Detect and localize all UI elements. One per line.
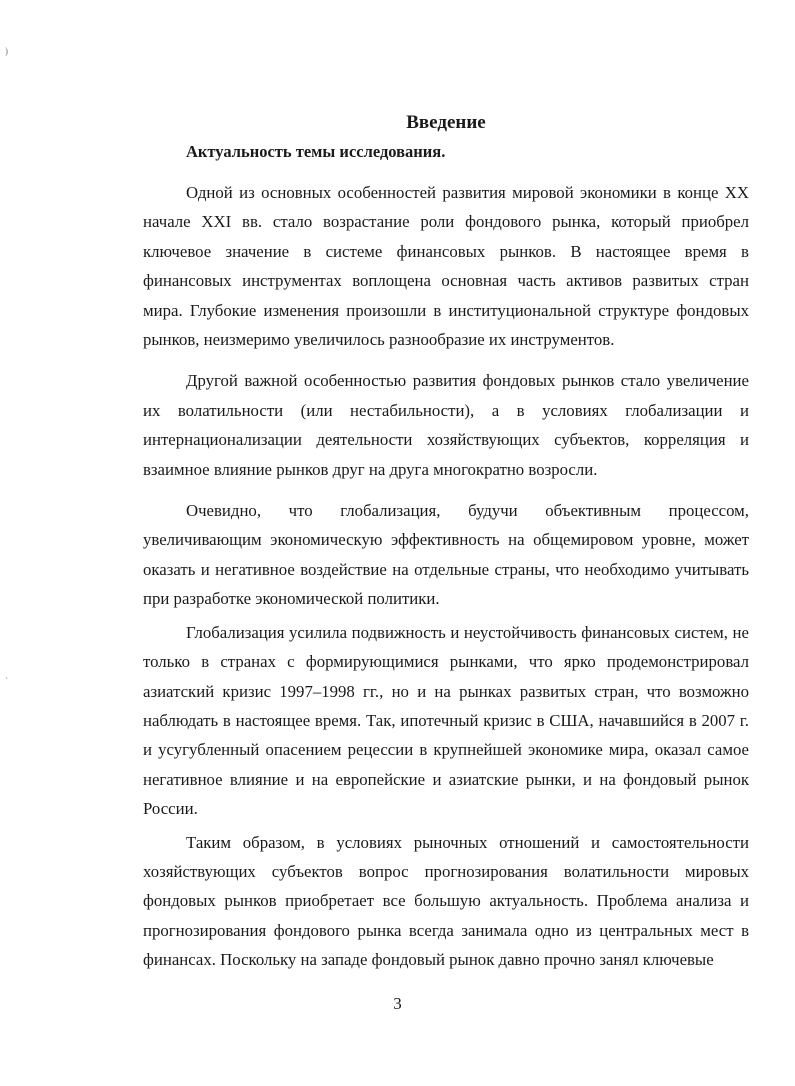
paragraph-3: Очевидно, что глобализация, будучи объективным процессом, увеличивающим экономическую эффективность на общемировом уровне, может оказать и негативное воздействие на отдельные страны, что необходимо учитывать при разработке экономической политики. bbox=[143, 501, 749, 609]
document-page bbox=[143, 108, 749, 987]
scan-artifact-mark: ` bbox=[5, 676, 8, 686]
page-title: Введение bbox=[406, 112, 486, 133]
paragraph-5: Таким образом, в условиях рыночных отношений и самостоятельности хозяйствующих субъектов вопрос прогнозирования волатильности мировых фондовых рынков приобретает все большую актуальность. Проблема анализа и прогнозирования фондового рынка всегда занимала одно из центральных мест в финансах. Поскольку на западе фондовый рынок давно прочно занял ключевые bbox=[143, 832, 749, 970]
section-subtitle: Актуальность темы исследования. bbox=[186, 142, 446, 161]
paragraph-2: Другой важной особенностью развития фондовых рынков стало увеличение их волатильности (или нестабильности), а в условиях глобализации и интернационализации деятельности хозяйствующих субъектов, корреляция и взаимное влияние рынков друг на друга многократно возросли. bbox=[143, 371, 749, 479]
scan-artifact-mark: ) bbox=[5, 46, 8, 56]
paragraph-4: Глобализация усилила подвижность и неустойчивость финансовых систем, не только в странах с формирующимися рынками, что ярко продемонстрировал азиатский кризис 1997–1998 гг., но и на рынках развитых стран, что возможно наблюдать в настоящее время. Так, ипотечный кризис в США, начавшийся в 2007 г. и усугубленный опасением рецессии в крупнейшей экономике мира, оказал самое негативное влияние и на европейские и азиатские рынки, и на фондовый рынок России. bbox=[143, 622, 749, 819]
page-number: 3 bbox=[393, 994, 402, 1013]
paragraph-1: Одной из основных особенностей развития мировой экономики в конце XX начале XXI вв. стало возрастание роли фондового рынка, который приобрел ключевое значение в системе финансовых рынков. В настоящее время в финансовых инструментах воплощена основная часть активов развитых стран мира. Глубокие изменения произошли в институциональной структуре фондовых рынков, неизмеримо увеличилось разнообразие их инструментов. bbox=[143, 183, 749, 350]
